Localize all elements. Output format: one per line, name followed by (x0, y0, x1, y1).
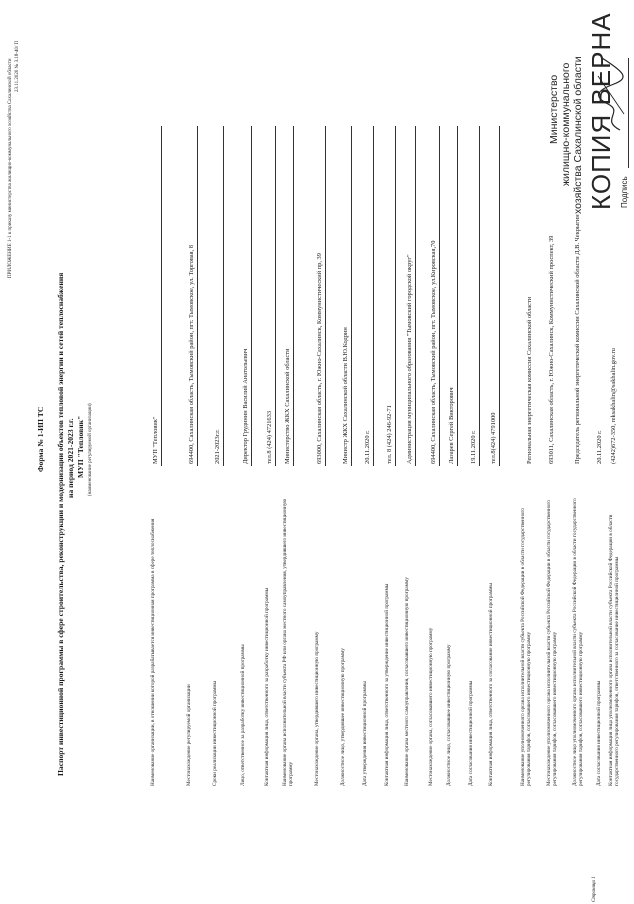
row-underline (325, 126, 326, 466)
regulator-label: Наименование уполномоченного органа исполнительной власти субъекта Российской Федерации в области государственного регулирования тарифов, согласовавшего инвестиционную программу (520, 508, 533, 786)
document-title: Паспорт инвестиционной программы в сфере строительства, реконструкции и модернизации объектов тепловой энергии и сетей теплоснабжения (56, 272, 65, 776)
row-value: 693000, Сахалинская область, г. Южно-Сахалинск, Коммунистический пр, 39 (316, 253, 323, 464)
row-underline (439, 126, 440, 466)
row-underline (251, 126, 252, 466)
stamp-signature-line (628, 58, 629, 168)
handwritten-signature (594, 54, 628, 134)
row-underline (351, 126, 352, 466)
regulator-label: Должностное лицо уполномоченного органа исполнительной власти субъекта Российской Федерации в области государственного регулирования тарифов, согласовавшего инвестиционную программу (572, 498, 585, 786)
row-value: тел.8 (424) 4721633 (266, 410, 273, 464)
regulator-value: (4242)672-350, reksakhalin@sakhalin.gov.ru (610, 348, 617, 464)
regulator-value: Региональная энергетическая комиссия Сахалинской области (526, 296, 533, 464)
row-underline (479, 126, 480, 466)
row-underline (161, 126, 162, 466)
organization-caption: (наименование регулируемой организации) (88, 403, 93, 496)
row-value: Директор Грудинин Василий Анатольевич (242, 348, 249, 464)
regulator-value: 693011, Сахалинская область, г. Южно-Сахалинск, Коммунистический проспект, 39 (548, 235, 555, 464)
document-period: на период 2021-2023 г.г. (66, 418, 75, 498)
row-label: Местонахождение органа, согласовавшего инвестиционную программу (428, 627, 434, 786)
row-underline (197, 126, 198, 466)
row-value: тел. 8 (424) 246-92-71 (386, 405, 393, 464)
header-note-line2: 23.11.2020 № 3.18-40/ П (15, 40, 20, 92)
row-label: Местонахождение органа, утвердившего инвестиционную программу (314, 631, 320, 786)
row-value: 694400, Сахалинская область, Тымовский район, пгт. Тымовское, ул. Торговая, 8 (188, 245, 195, 464)
row-underline (499, 126, 500, 466)
row-label: Контактная информация лица, ответственного за согласование инвестиционной программы (488, 583, 494, 786)
row-label: Наименование организации, в отношении которой разрабатывается инвестиционная программа в сфере теплоснабжения (150, 518, 156, 786)
row-label: Должностное лицо, утвердившее инвестиционную программу (340, 648, 346, 786)
row-underline (457, 126, 458, 466)
header-note-line1: ПРИЛОЖЕНИЕ 1-1 к приказу министерства жилищно-коммунального хозяйства Сахалинской области (8, 58, 13, 278)
row-label: Дата утверждения инвестиционной программы (362, 681, 368, 786)
row-value: Лазарев Сергей Викторович (448, 387, 455, 464)
row-underline (275, 126, 276, 466)
row-value: Министерство ЖКХ Сахалинской области (284, 348, 291, 464)
stamp-org-line1: Министерство (548, 74, 560, 144)
row-value: 2021-2023г.г. (214, 429, 221, 464)
row-value: 20.11.2020 г. (364, 430, 371, 464)
stamp-copy-verified: КОПИЯ ВЕРНА (586, 12, 616, 210)
form-number: Форма № 1-ИП ТС (36, 406, 45, 472)
row-underline (415, 126, 416, 466)
row-label: Наименование органа местного самоуправления, согласовавшего инвестиционную программу (404, 577, 410, 786)
row-label: Лицо, ответственное за разработку инвестиционной программы (240, 644, 246, 786)
row-underline (373, 126, 374, 466)
row-label: Контактная информация лица, ответственного за разработку инвестиционной программы (264, 587, 270, 786)
row-label: Контактная информация лица, ответственного за утверждение инвестиционной программы (384, 583, 390, 786)
stamp-signature-label: Подпись (620, 176, 629, 208)
regulator-label: Местонахождение уполномоченного органа исполнительной власти субъекта Российской Федерации в области государственного регулирования тарифов, согласовавшего инвестиционную программу (546, 500, 559, 786)
row-underline (223, 126, 224, 466)
row-label: Дата согласования инвестиционной программы (468, 680, 474, 786)
row-label: Сроки реализации инвестиционной программы (212, 680, 218, 786)
row-value: МУП "Тепловик" (152, 416, 159, 464)
row-value: Администрация муниципального образования "Тымовский городской округ" (406, 254, 413, 464)
row-value: 694400, Сахалинская область, Тымовский район, пгт. Тымовское, ул.Кировская,70 (430, 240, 437, 464)
regulator-label: Дата согласования инвестиционной программы (596, 680, 602, 786)
row-value: тел.8(424) 4791000 (490, 412, 497, 464)
stamp-org-line3: хозяйства Сахалинской области (572, 56, 584, 214)
page-label: Страница 1 (592, 876, 597, 902)
row-label: Должностное лицо, согласовавшее инвестиционную программу (446, 644, 452, 786)
row-underline (395, 126, 396, 466)
stamp-org-line2: жилищно-коммунального (560, 62, 572, 186)
row-value: Министр ЖКХ Сахалинской области В.Ю.Кодрин (342, 327, 349, 464)
regulator-value: Председатель региональной энергетической комиссии Сахалинской области Д.В. Чекрыгин (574, 214, 581, 464)
regulator-label: Контактная информация лица уполномоченного органа исполнительной власти субъекта Российской Федерации в области государственного регулирования тарифов, ответственного за согласование инвестиционной программы (608, 514, 621, 786)
row-label: Наименование органа исполнительной власти субъекта РФ или органа местного самоуправления, утвердившего инвестиционную программу (282, 498, 295, 786)
row-label: Местонахождение регулируемой организации (186, 684, 192, 786)
row-underline (293, 126, 294, 466)
regulator-value: 20.11.2020 г. (596, 430, 603, 464)
row-value: 19.11.2020 г. (470, 430, 477, 464)
organization-name: МУП "Тепловик" (76, 415, 85, 478)
